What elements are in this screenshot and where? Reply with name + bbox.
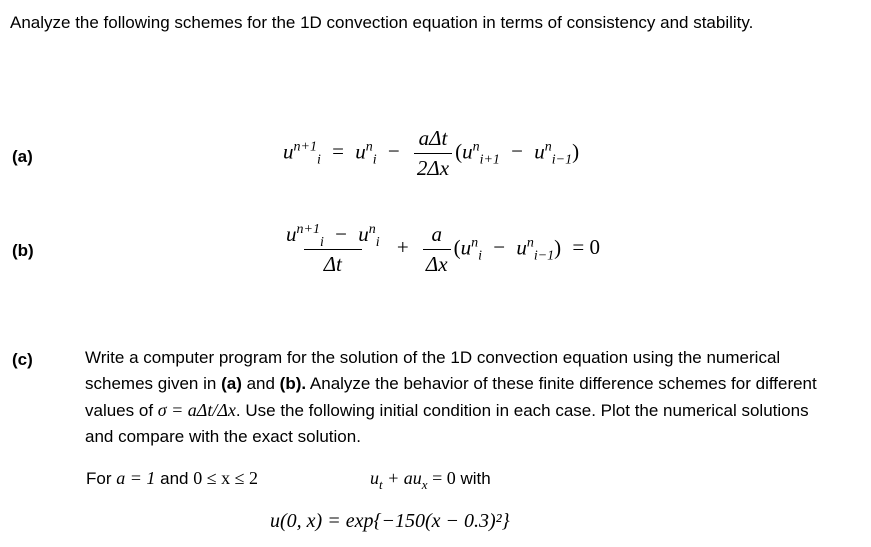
scheme-a-fraction: $\frac{\text{aΔt}}{2\Delta x}$ [414,126,452,181]
part-c-text: Write a computer program for the solution of the 1D convection equation using the numerical schemes given in (a) and (b). Analyze the behavior of these finite difference schemes for different values of σ = aΔt/Δx. Use the following initial condition in each case. Plot the numerical solutions and compare with the exact solution. [85,348,817,446]
sigma-expression: σ = aΔt/Δx [157,400,236,420]
scheme-b-label: (b) [12,241,34,260]
scheme-b-fraction-2: $\frac{a}{\Delta x}$ [423,222,451,277]
intro-text: Analyze the following schemes for the 1D convection equation in terms of consistency and stability. [10,13,754,32]
scheme-b-equation: $\frac{u^{n+1}_i - u^n_i}{\Delta t}$ + $\frac{a}{\Delta x}$ $(u^n_i - u^n_{i-1}) = 0$ [280,222,606,277]
part-c-label: (c) [12,350,33,369]
scheme-b-fraction-1: $\frac{u^{n+1}_i - u^n_i}{\Delta t}$ [286,222,380,276]
scheme-a-equation: $u^{n+1}_i = u^n_i$ − $\frac{\text{aΔt}}{2\Delta x}$ $(u^n_{i+1} - u^n_{i-1})$ [283,126,580,180]
scheme-a-label: (a) [12,147,33,166]
pde-equation: $u_t + au_x = 0$ with [370,468,491,492]
for-condition: For a = 1 and 0 ≤ x ≤ 2 [86,468,258,488]
initial-condition: u(0, x) = exp{−150(x − 0.3)²} [270,510,510,532]
